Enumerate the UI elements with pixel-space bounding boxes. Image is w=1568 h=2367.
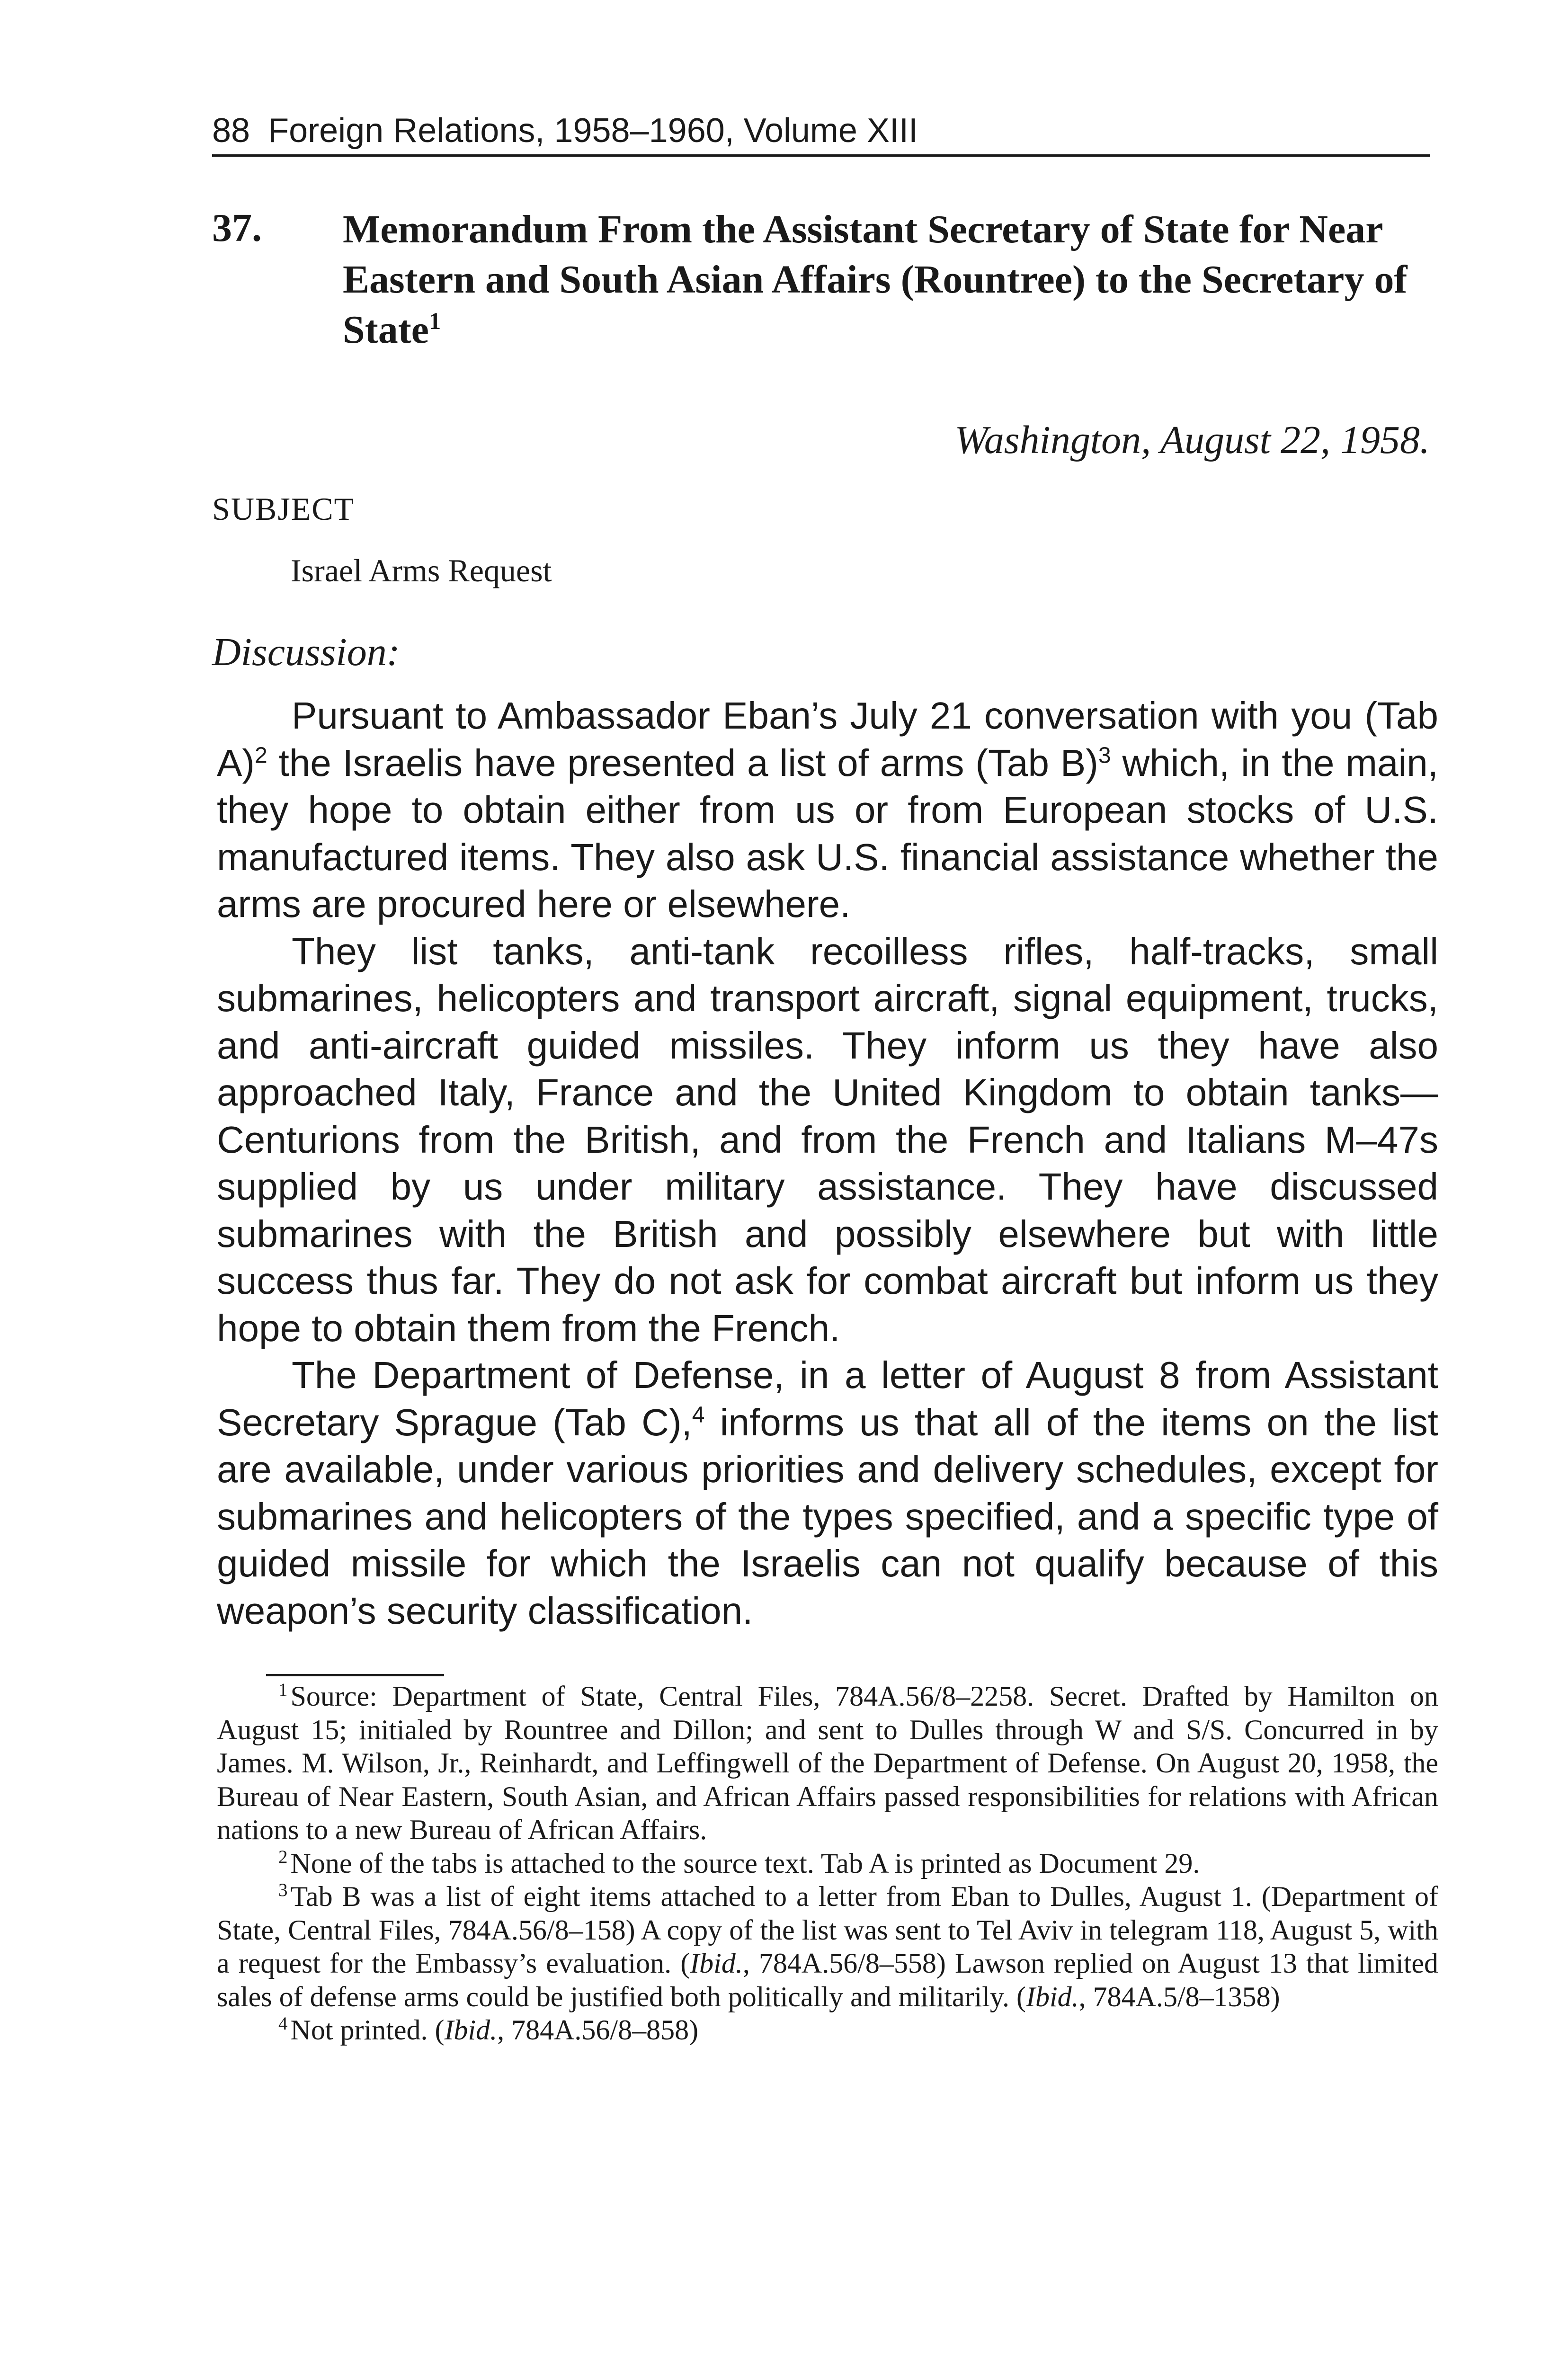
memo-body	[217, 692, 1438, 1634]
footnote-4	[217, 2013, 1438, 2047]
ibid-italic: Ibid.	[690, 1948, 743, 1979]
footnote-marker: 3	[278, 1880, 288, 1900]
footnote-2	[217, 1847, 1438, 1880]
footnote-text: Tab B was a list of eight items attached to a letter from Eban to Dulles, August 1. (Department of State, Central Files, 784A.56/8–158) A copy of the list was sent to Tel Aviv in telegram 118, August 5, with a request for the Embassy’s evaluation. (	[217, 1881, 1438, 1979]
series-title: Foreign Relations, 1958–1960, Volume XIII	[268, 112, 918, 150]
footnote-ref-1: 1	[428, 308, 441, 334]
footnote-3	[217, 1880, 1438, 2013]
body-text-run: which, in the main, they hope to obtain either from us or from European stocks of U.S. manufactured items. They also ask U.S. financial assistance whether the arms are procured here or elsewhere.	[217, 741, 1439, 925]
page-number: 88	[212, 112, 250, 150]
body-paragraph-1	[217, 692, 1438, 928]
footnote-text: None of the tabs is attached to the source text. Tab A is printed as Document 29.	[290, 1847, 1200, 1879]
footnote-text: Not printed. (	[290, 2014, 445, 2046]
footnote-ref-4: 4	[692, 1402, 705, 1427]
footnote-text: , 784A.5/8–1358)	[1078, 1981, 1280, 2012]
body-paragraph-3	[217, 1352, 1438, 1634]
footnote-marker: 2	[278, 1846, 288, 1867]
document-title	[343, 205, 1441, 355]
footnote-text: Source: Department of State, Central Files, 784A.56/8–2258. Secret. Drafted by Hamilton on August 15; initialed by Rountree and Dillon; and sent to Dulles through W and S/S. Concurred in by James. M. Wilson, Jr., Reinhardt, and Leffingwell of the Department of Defense. On August 20, 1958, the Bureau of Near Eastern, South Asian, and African Affairs passed responsibilities for relations with African nations to a new Bureau of African Affairs.	[217, 1681, 1438, 1845]
footnotes	[217, 1680, 1438, 2047]
discussion-label: Discussion:	[212, 630, 400, 674]
footnote-text: , 784A.56/8–558) Lawson replied on August 13 that limited sales of defense arms could be justified both politically and militarily. (	[217, 1948, 1438, 2012]
footnote-ref-2: 2	[255, 742, 267, 768]
subject-label: SUBJECT	[212, 491, 355, 527]
footnote-divider	[266, 1674, 444, 1676]
ibid-italic: Ibid.	[1026, 1981, 1079, 2012]
running-head	[212, 107, 1430, 157]
document-title-text: Memorandum From the Assistant Secretary of State for Near Eastern and South Asian Affairs (Rountree) to the Secretary of State	[343, 207, 1408, 352]
document-number: 37.	[212, 206, 262, 250]
body-text-run: Pursuant to Ambassador Eban’s July 21 conversation with you (Tab A)	[217, 694, 1438, 784]
body-text-run: informs us that all of the items on the list are available, under various priorities and delivery schedules, except for submarines and helicopters of the types specified, and a specific type of guided missile for which the Israelis can not qualify because of this weapon’s security classification.	[217, 1401, 1439, 1632]
footnote-text: , 784A.56/8–858)	[497, 2014, 699, 2046]
body-text-run: the Israelis have presented a list of arms (Tab B)	[267, 741, 1098, 784]
dateline: Washington, August 22, 1958.	[954, 418, 1430, 462]
subject-text: Israel Arms Request	[291, 552, 552, 588]
footnote-1	[217, 1680, 1438, 1847]
ibid-italic: Ibid.	[444, 2014, 498, 2046]
footnote-ref-3: 3	[1098, 742, 1111, 768]
body-text-run: The Department of Defense, in a letter of August 8 from Assistant Secretary Sprague (Tab C),	[217, 1354, 1438, 1443]
footnote-marker: 4	[278, 2013, 288, 2034]
footnote-marker: 1	[278, 1680, 288, 1700]
body-paragraph-2: They list tanks, anti-tank recoilless rifles, half-tracks, small submarines, helicopters and transport aircraft, signal equipment, trucks, and anti-aircraft guided missiles. They inform us they have also approached Italy, France and the United Kingdom to obtain tanks—Centurions from the British, and from the French and Italians M–47s supplied by us under military assistance. They have discussed submarines with the British and possibly elsewhere but with little success thus far. They do not ask for combat aircraft but inform us they hope to obtain them from the French.	[217, 930, 1438, 1349]
